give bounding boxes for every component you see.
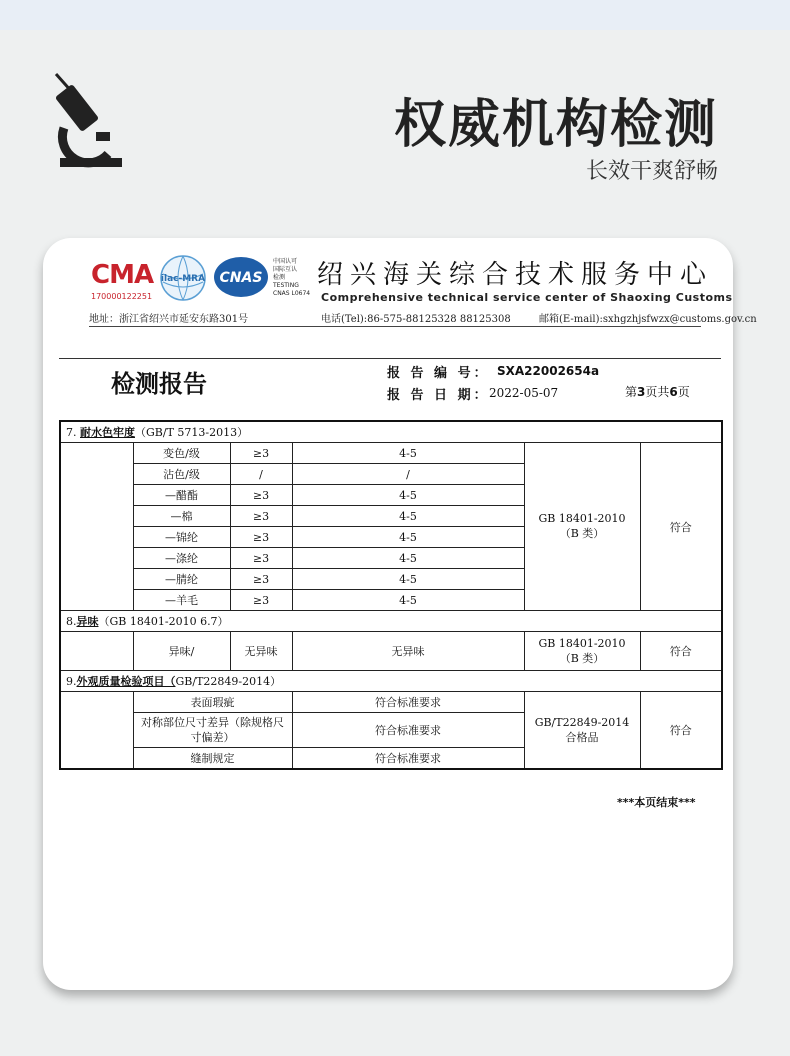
page-subtitle: 长效干爽舒畅 <box>585 159 718 184</box>
result-cell: 符合标准要求 <box>292 713 524 748</box>
page-suffix: 页 <box>677 385 690 399</box>
section-header <box>60 611 722 632</box>
result-cell: 4-5 <box>292 506 524 527</box>
result-cell: 4-5 <box>292 590 524 611</box>
requirement-cell: ≥3 <box>230 443 292 464</box>
address: 地址：浙江省绍兴市延安东路301号 <box>89 314 249 325</box>
report-card <box>43 238 757 990</box>
blank-cell <box>60 692 133 770</box>
end-note: ***本页结束*** <box>617 796 696 809</box>
ilac-mra-logo <box>159 254 207 302</box>
org-name-en: Comprehensive technical service center of Shaoxing Customs <box>321 291 733 304</box>
contact-row <box>89 310 757 327</box>
cnas-line: 国际互认 <box>273 266 298 273</box>
method-cell: GB 18401-2010 （B 类） <box>524 443 640 611</box>
item-cell: 异味/ <box>133 632 230 671</box>
page-info <box>625 383 690 400</box>
blank-cell <box>60 632 133 671</box>
report-number-label: 报 告 编 号： <box>387 366 490 381</box>
page-total: 6 <box>669 385 678 399</box>
result-cell: 符合标准要求 <box>292 692 524 713</box>
method-cell: GB/T22849-2014 合格品 <box>524 692 640 770</box>
method-cell: GB 18401-2010 （B 类） <box>524 632 640 671</box>
result-cell: 符合标准要求 <box>292 748 524 770</box>
requirement-cell: ≥3 <box>230 548 292 569</box>
ilac-mark: ilac-MRA <box>160 274 206 284</box>
section-header <box>60 421 722 443</box>
page-title: 权威机构检测 <box>393 95 718 155</box>
requirement-cell: ≥3 <box>230 506 292 527</box>
cnas-line: TESTING <box>273 282 299 289</box>
page-current: 3 <box>637 385 646 399</box>
report-date-label: 报 告 日 期： <box>387 388 490 403</box>
blank-cell <box>60 443 133 611</box>
requirement-cell: / <box>230 464 292 485</box>
cma-mark: CMA <box>91 260 154 290</box>
cma-number: 170000122251 <box>91 292 153 301</box>
cnas-logo <box>213 256 269 298</box>
org-name-cn: 绍兴海关综合技术服务中心 <box>317 260 714 290</box>
item-cell: —腈纶 <box>133 569 230 590</box>
result-cell: 无异味 <box>292 632 524 671</box>
section-9-title: 9.外观质量检验项目（GB/T22849-2014） <box>60 671 722 692</box>
report-table <box>59 420 723 770</box>
requirement-cell: ≥3 <box>230 569 292 590</box>
item-cell: —醋酯 <box>133 485 230 506</box>
verdict-cell: 符合 <box>640 443 722 611</box>
top-banner <box>0 0 790 30</box>
section-7-title: 7. 耐水色牢度（GB/T 5713-2013） <box>60 421 722 443</box>
section-header <box>60 671 722 692</box>
divider <box>59 358 721 359</box>
item-cell: 缝制规定 <box>133 748 292 770</box>
verdict-cell: 符合 <box>640 632 722 671</box>
requirement-cell: ≥3 <box>230 527 292 548</box>
item-cell: 对称部位尺寸差异（除规格尺寸偏差） <box>133 713 292 748</box>
item-cell: 沾色/级 <box>133 464 230 485</box>
report-title: 检测报告 <box>111 370 207 398</box>
cnas-line: 检测 <box>273 274 286 281</box>
email: 邮箱(E-mail):sxhgzhjsfwzx@customs.gov.cn <box>539 314 757 325</box>
table-row <box>60 443 722 464</box>
item-cell: —涤纶 <box>133 548 230 569</box>
item-cell: 表面瑕疵 <box>133 692 292 713</box>
requirement-cell: ≥3 <box>230 590 292 611</box>
microscope-icon <box>50 70 122 178</box>
result-cell: 4-5 <box>292 485 524 506</box>
table-row <box>60 632 722 671</box>
report-number: SXA22002654a <box>497 364 600 378</box>
item-cell: —羊毛 <box>133 590 230 611</box>
cnas-mark: CNAS <box>219 270 263 286</box>
report-date: 2022-05-07 <box>489 386 559 400</box>
page-prefix: 第 <box>625 385 638 399</box>
requirement-cell: 无异味 <box>230 632 292 671</box>
requirement-cell: ≥3 <box>230 485 292 506</box>
result-cell: 4-5 <box>292 548 524 569</box>
result-cell: 4-5 <box>292 569 524 590</box>
verdict-cell: 符合 <box>640 692 722 770</box>
item-cell: 变色/级 <box>133 443 230 464</box>
page-mid: 页共 <box>645 385 670 399</box>
cma-logo <box>91 260 154 301</box>
item-cell: —锦纶 <box>133 527 230 548</box>
result-cell: / <box>292 464 524 485</box>
result-cell: 4-5 <box>292 443 524 464</box>
section-8-title: 8.异味（GB 18401-2010 6.7） <box>60 611 722 632</box>
cnas-line: CNAS L0674 <box>273 290 311 297</box>
item-cell: —棉 <box>133 506 230 527</box>
cnas-line: 中国认可 <box>273 258 298 265</box>
result-cell: 4-5 <box>292 527 524 548</box>
phone: 电话(Tel):86-575-88125328 88125308 <box>321 314 511 325</box>
table-row <box>60 692 722 713</box>
cnas-caption <box>273 258 323 298</box>
